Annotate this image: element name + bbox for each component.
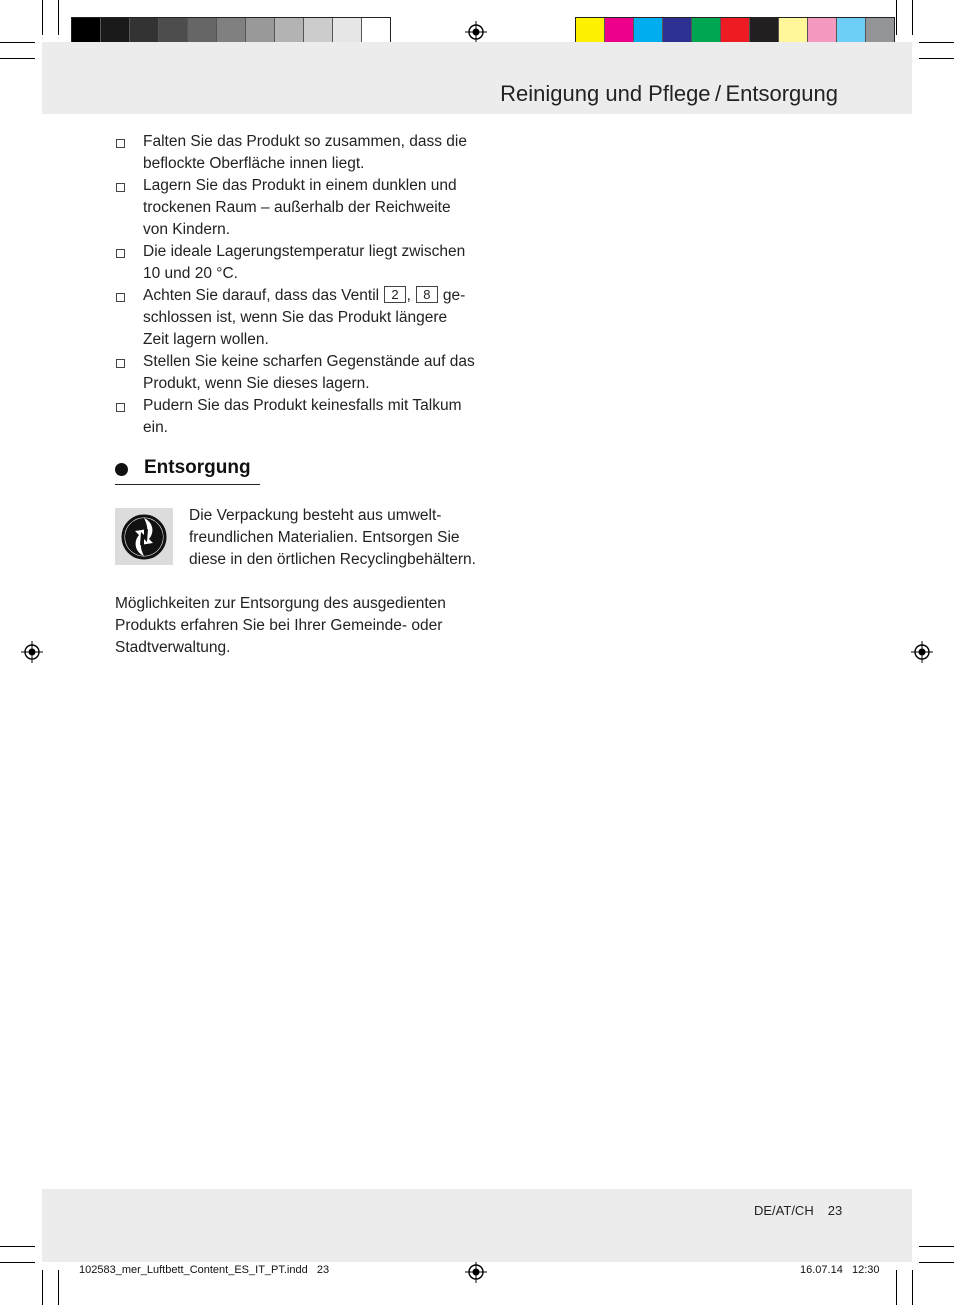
language-code: DE/AT/CH <box>754 1203 814 1218</box>
crop-mark <box>58 0 59 35</box>
page-number: 23 <box>827 1203 843 1218</box>
registration-mark-icon <box>465 1261 487 1283</box>
footer-band <box>42 1189 912 1262</box>
list-item: Lagern Sie das Produkt in einem dunklen und trockenen Raum – außerhalb der Reichweite von Kindern. <box>115 175 475 241</box>
crop-mark <box>0 42 35 43</box>
crop-mark <box>912 1270 913 1305</box>
section-heading: Entsorgung <box>115 457 260 485</box>
checkbox-bullet-icon <box>116 403 125 412</box>
list-item: Achten Sie darauf, dass das Ventil 2 , 8 ge-schlossen ist, wenn Sie das Produkt längere Zeit lagern wollen. <box>115 285 475 351</box>
print-slug-filename: 102583_mer_Luftbett_Content_ES_IT_PT.indd 23 <box>79 1264 330 1276</box>
crop-mark <box>42 0 43 35</box>
list-item: Pudern Sie das Produkt keinesfalls mit Talkum ein. <box>115 395 475 439</box>
checkbox-bullet-icon <box>116 293 125 302</box>
page-footer <box>754 1203 842 1218</box>
crop-mark <box>912 0 913 35</box>
registration-mark-icon <box>21 641 43 663</box>
crop-mark <box>0 1246 35 1247</box>
crop-mark <box>896 1270 897 1305</box>
crop-mark <box>919 58 954 59</box>
checkbox-bullet-icon <box>116 183 125 192</box>
checkbox-bullet-icon <box>116 249 125 258</box>
registration-mark-icon <box>911 641 933 663</box>
packaging-disposal-text: Die Verpackung besteht aus umwelt-freundlichen Materialien. Entsorgen Sie diese in den örtlichen Recyclingbehältern. <box>189 507 476 568</box>
list-item: Falten Sie das Produkt so zusammen, dass die beflockte Oberfläche innen liegt. <box>115 131 475 175</box>
crop-mark <box>896 0 897 35</box>
print-slug-date: 16.07.14 12:30 <box>800 1264 880 1276</box>
bullet-list <box>115 131 475 439</box>
checkbox-bullet-icon <box>116 139 125 148</box>
crop-mark <box>919 1246 954 1247</box>
crop-mark <box>0 1262 35 1263</box>
recycling-green-dot-icon <box>115 508 173 565</box>
checkbox-bullet-icon <box>116 359 125 368</box>
recycling-symbol-box <box>115 508 173 565</box>
list-item: Die ideale Lagerungstemperatur liegt zwischen 10 und 20 °C. <box>115 241 475 285</box>
page-title: Reinigung und Pflege / Entsorgung <box>500 81 838 106</box>
registration-mark-icon <box>465 21 487 43</box>
crop-mark <box>0 58 35 59</box>
list-item: Stellen Sie keine scharfen Gegenstände auf das Produkt, wenn Sie dieses lagern. <box>115 351 475 395</box>
part-reference-2: 2 <box>384 286 405 303</box>
product-disposal-text: Möglichkeiten zur Entsorgung des ausgedienten Produkts erfahren Sie bei Ihrer Gemeinde- oder Stadtverwaltung. <box>115 595 446 656</box>
crop-mark <box>42 1270 43 1305</box>
storage-instructions <box>115 131 475 439</box>
crop-mark <box>58 1270 59 1305</box>
bullet-dot-icon <box>115 463 128 476</box>
crop-mark <box>919 1262 954 1263</box>
crop-mark <box>919 42 954 43</box>
part-reference-8: 8 <box>416 286 437 303</box>
